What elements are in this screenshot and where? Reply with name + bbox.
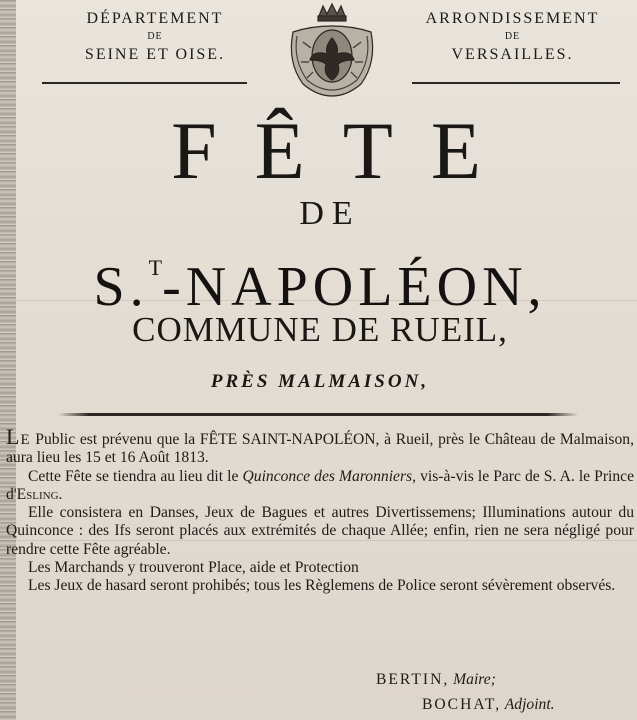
paragraph-1-text: Public est prévenu que la FÊTE SAINT-NAPOLÉON, à Rueil, près le Château de Malmaison, aura lieu les 15 et 16 Août 1813. bbox=[6, 431, 634, 467]
paragraph-1 bbox=[6, 424, 634, 468]
signature-deputy-role: Adjoint. bbox=[501, 696, 555, 713]
header-right-line1: ARRONDISSEMENT bbox=[425, 10, 600, 27]
title-saint-abbrev: S. bbox=[93, 256, 149, 318]
header-left-line2: DE bbox=[147, 31, 163, 42]
header-left-line3: SEINE ET OISE. bbox=[84, 46, 226, 63]
signature-mayor-name: BERTIN, bbox=[376, 671, 450, 688]
paragraph-2-italic: Quinconce des Maronniers bbox=[242, 467, 413, 485]
title-saint-superscript: T bbox=[148, 255, 163, 280]
announcement-body bbox=[6, 424, 635, 596]
paragraph-5: Les Jeux de hasard seront prohibés; tous les Règlemens de Police seront sévèrement observés. bbox=[28, 577, 616, 595]
signatures bbox=[376, 667, 626, 717]
title-fete: FÊTE bbox=[171, 105, 519, 196]
paragraph-2-text-a: Cette Fête se tiendra au lieu dit le bbox=[28, 467, 243, 485]
paragraph-2-text-c: . bbox=[58, 485, 63, 503]
signature-mayor-role: Maire; bbox=[449, 671, 496, 688]
paragraph-3: Elle consistera en Danses, Jeux de Bagues et autres Divertissemens; Illuminations autour du Quinconce : des Ifs seront placés aux extrémités de chaque Allée; enfin, rien ne sera négligé pour rendre cette Fête agréable. bbox=[6, 504, 634, 558]
title-de: DE bbox=[299, 195, 361, 232]
title-commune: COMMUNE DE RUEIL, bbox=[132, 310, 508, 349]
signature-deputy-name: BOCHAT, bbox=[422, 696, 502, 713]
paragraph-2 bbox=[6, 468, 634, 505]
dropcap: Le bbox=[6, 424, 31, 449]
header-left-rule bbox=[42, 82, 247, 84]
divider-rule bbox=[58, 413, 578, 416]
paragraph-4: Les Marchands y trouveront Place, aide et Protection bbox=[28, 559, 359, 577]
header-left bbox=[40, 8, 270, 66]
title-saint-rest: -NAPOLÉON, bbox=[162, 256, 547, 318]
header-right-rule bbox=[412, 82, 620, 84]
header-left-line1: DÉPARTEMENT bbox=[86, 10, 224, 27]
header-right bbox=[395, 8, 630, 66]
header-right-line2: DE bbox=[504, 31, 521, 42]
title-pres-malmaison: PRÈS MALMAISON, bbox=[210, 371, 430, 392]
header-right-line3: VERSAILLES. bbox=[451, 46, 574, 63]
title-saint-napoleon bbox=[20, 236, 620, 319]
paragraph-2-text-b: , vis-à-vis le Parc de S. A. le Prince d' bbox=[6, 467, 635, 503]
paper-edge bbox=[0, 0, 16, 720]
signature-mayor bbox=[376, 667, 626, 692]
paragraph-2-esling: Esling bbox=[16, 485, 59, 503]
imperial-eagle-crest-icon bbox=[283, 2, 381, 98]
signature-deputy bbox=[376, 692, 626, 717]
